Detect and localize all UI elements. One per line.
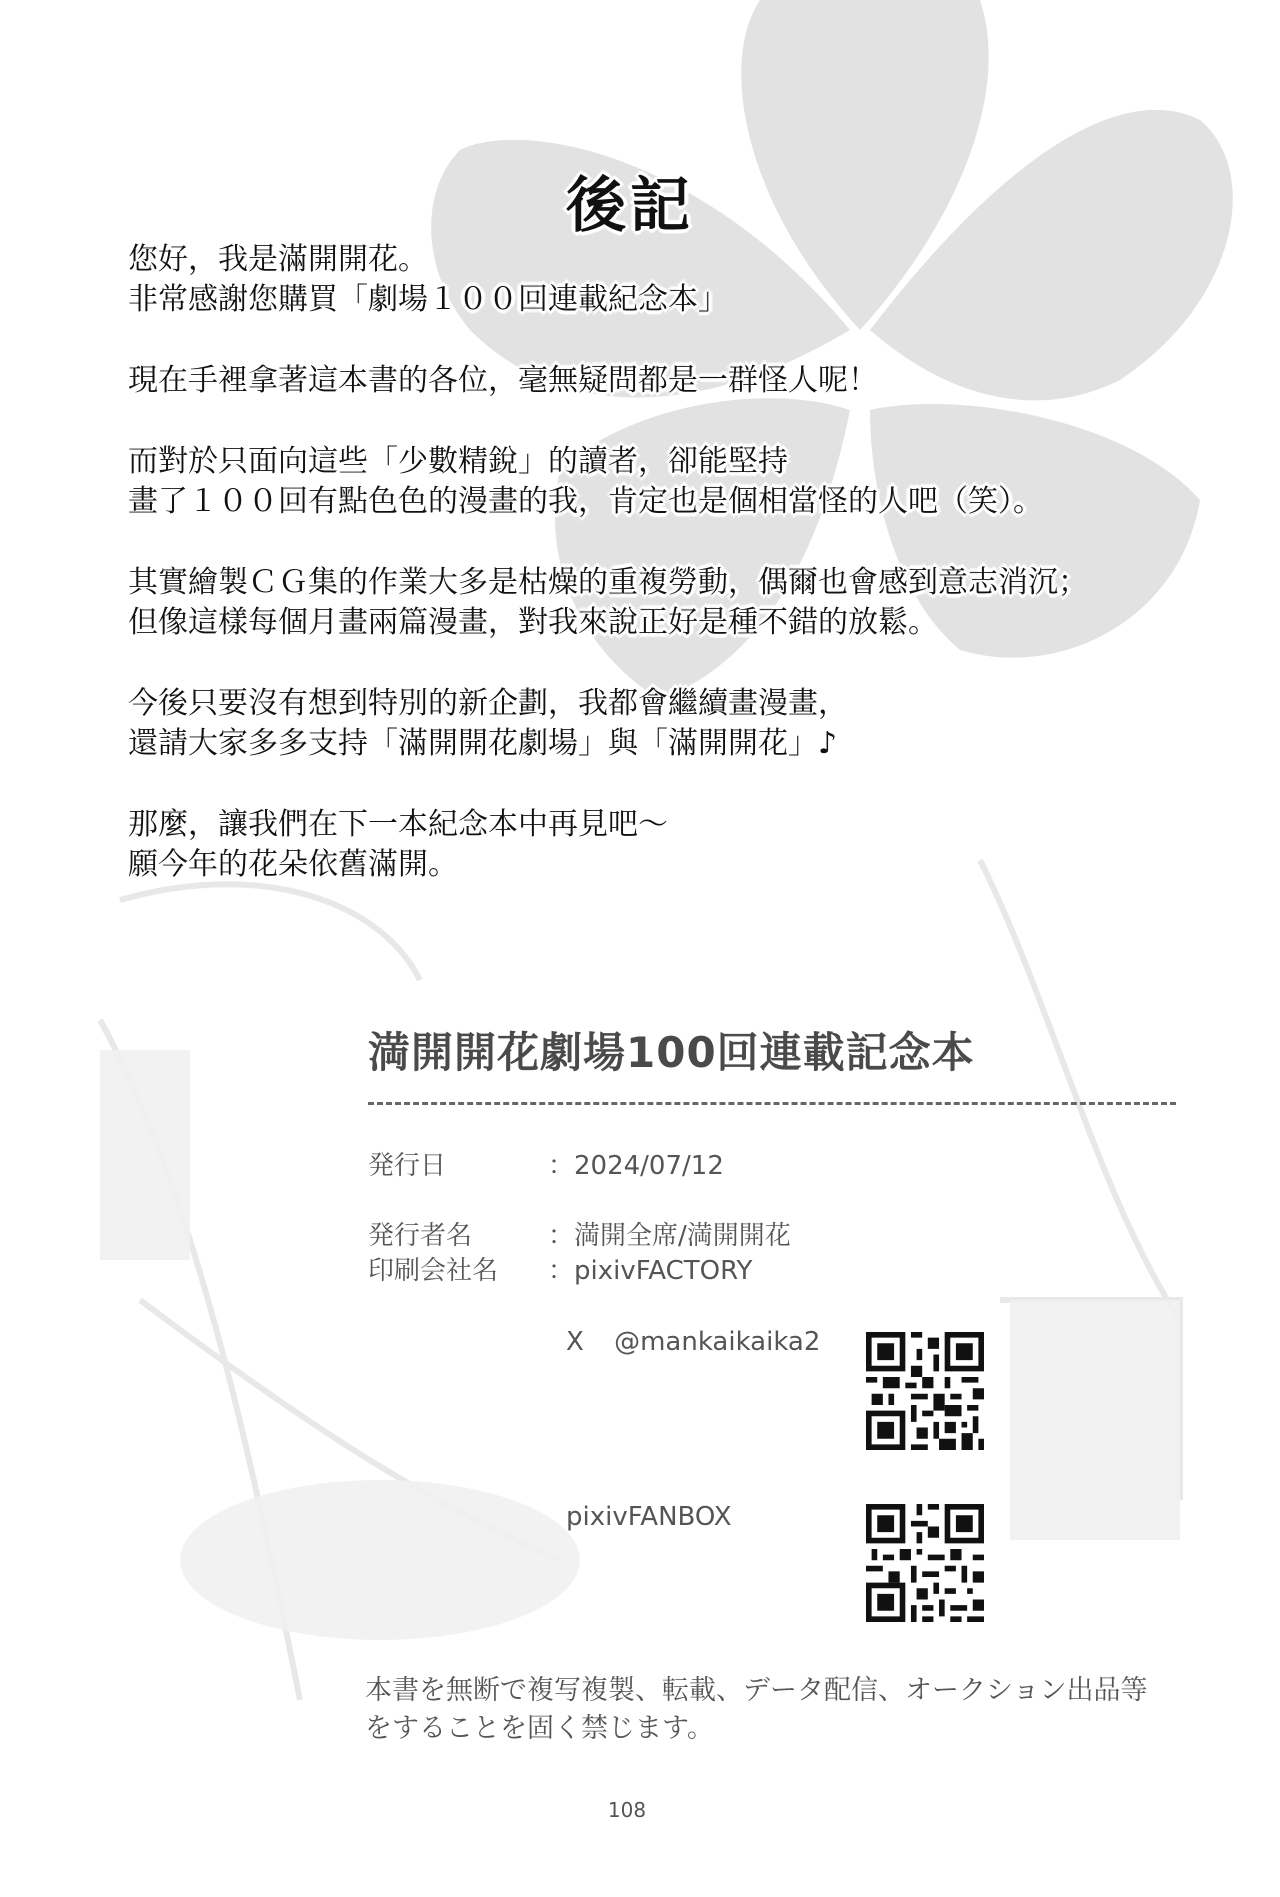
text-line: 非常感謝您購買「劇場１００回連載紀念本」: [128, 282, 728, 317]
printer-label: 印刷会社名: [368, 1256, 499, 1286]
notice-line: 本書を無断で複写複製、転載、データ配信、オークション出品等: [365, 1675, 1148, 1706]
issue-date-row: [368, 1145, 724, 1182]
text-line: 畫了１００回有點色色的漫畫的我，肯定也是個相當怪的人吧（笑）。: [128, 484, 1043, 519]
printer-value: pixivFACTORY: [574, 1256, 753, 1286]
paragraph-greeting: [128, 240, 1208, 320]
x-label: X: [566, 1327, 584, 1357]
separator: ：: [548, 1256, 575, 1286]
separator: ：: [548, 1221, 575, 1251]
text-line: 願今年的花朵依舊滿開。: [128, 847, 458, 882]
text-line: 而對於只面向這些「少數精銳」的讀者，卻能堅持: [128, 444, 788, 479]
notice-line: をすることを固く禁じます。: [365, 1713, 714, 1744]
publisher-row: [368, 1215, 791, 1252]
paragraph-future: [128, 684, 1208, 764]
text-line: 那麼，讓我們在下一本紀念本中再見吧～: [128, 807, 668, 842]
text-line: 今後只要沒有想到特別的新企劃，我都會繼續畫漫畫，: [128, 686, 848, 721]
printer-row: [368, 1250, 752, 1287]
paragraph-closing: [128, 805, 1208, 885]
separator: ：: [548, 1151, 575, 1181]
fanbox-label: pixivFANBOX: [566, 1502, 732, 1532]
text-line: 您好，我是滿開開花。: [128, 242, 428, 277]
afterword-body: [128, 240, 1208, 926]
copyright-notice: [365, 1672, 1185, 1748]
fanbox-account: [566, 1502, 732, 1532]
colophon: [368, 1020, 1188, 1532]
text-line: 還請大家多多支持「滿開開花劇場」與「滿開開花」♪: [128, 726, 838, 761]
issue-date-value: 2024/07/12: [574, 1151, 724, 1181]
page-number: 108: [607, 1798, 647, 1822]
publisher-label: 発行者名: [368, 1221, 473, 1251]
x-account: [566, 1327, 820, 1357]
dashed-divider: [368, 1102, 1176, 1105]
paragraph-work: [128, 563, 1208, 643]
issue-date-label: 発行日: [368, 1151, 447, 1181]
book-title: 満開開花劇場100回連載記念本: [368, 1028, 975, 1077]
text-line: 現在手裡拿著這本書的各位，毫無疑問都是一群怪人呢！: [128, 363, 878, 398]
x-qr-code[interactable]: [866, 1332, 984, 1450]
x-handle: @mankaikaika2: [614, 1327, 821, 1357]
publisher-value: 満開全席/満開開花: [574, 1221, 791, 1251]
text-line: 其實繪製ＣＧ集的作業大多是枯燥的重複勞動，偶爾也會感到意志消沉；: [128, 565, 1088, 600]
paragraph-author: [128, 442, 1208, 522]
fanbox-qr-code[interactable]: [866, 1504, 984, 1622]
afterword-title: 後記: [566, 171, 694, 241]
paragraph-readers: [128, 361, 1208, 401]
text-line: 但像這樣每個月畫兩篇漫畫，對我來說正好是種不錯的放鬆。: [128, 605, 938, 640]
